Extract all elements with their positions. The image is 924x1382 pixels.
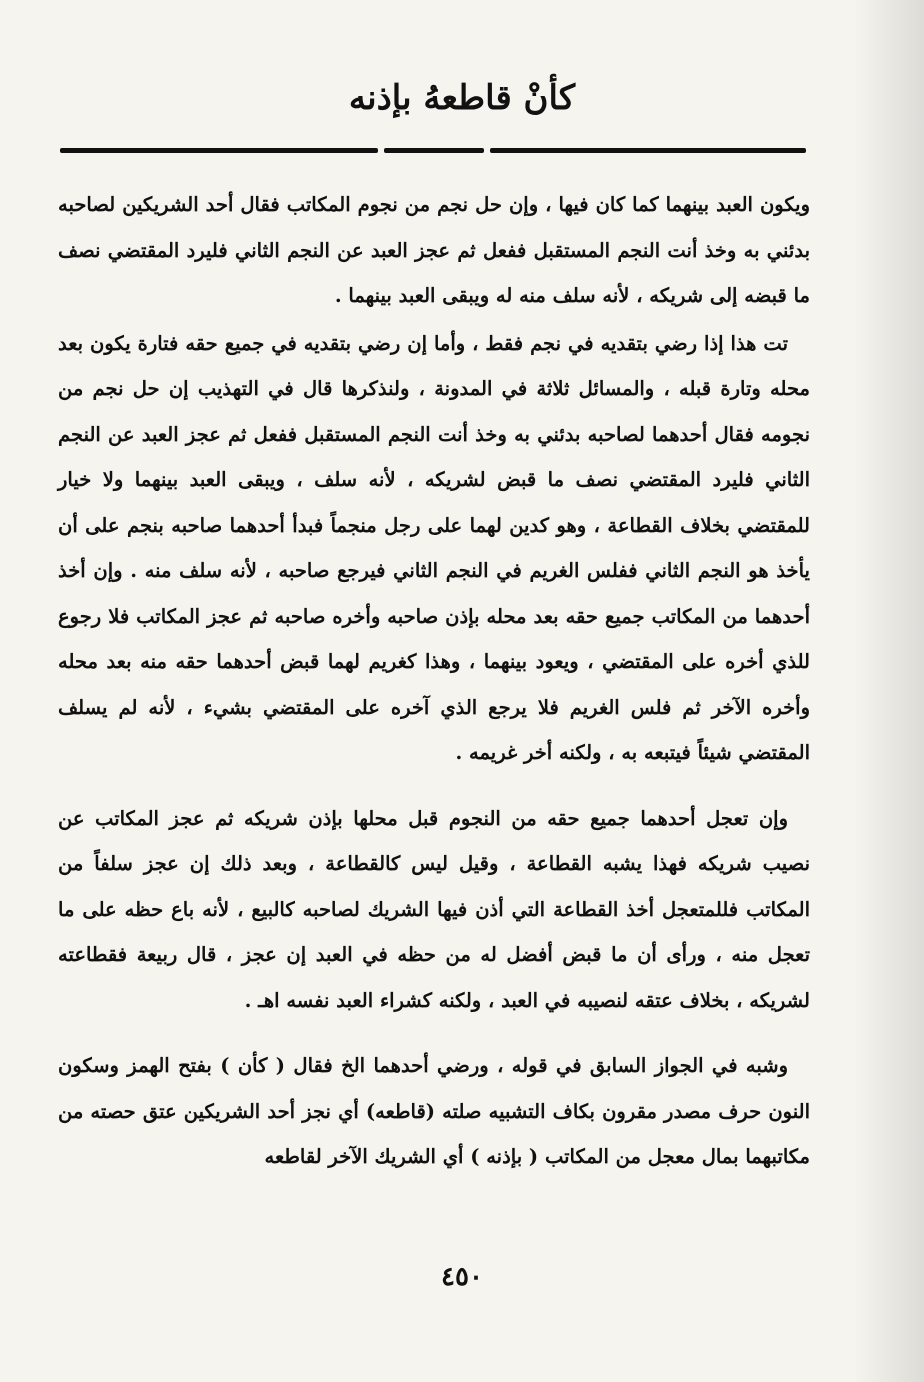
paragraph-1: ويكون العبد بينهما كما كان فيها ، وإن حل نجم من نجوم المكاتب فقال أحد الشريكين لصاحبه بدئني به وخذ أنت النجم المستقبل ففعل ثم عجز العبد عن النجم الثاني فليرد المقتضي نصف ما قبضه إلى شريكه ، لأنه سلف منه له ويبقى العبد بينهما .	[58, 193, 810, 307]
header-rule-right	[490, 148, 806, 153]
header-rule-left	[60, 148, 378, 153]
running-header-title: كأنْ قاطعهُ بإذنه	[348, 78, 576, 118]
body-text	[58, 182, 810, 1180]
paragraph-3: وإن تعجل أحدهما جميع حقه من النجوم قبل محلها بإذن شريكه ثم عجز المكاتب عن نصيب شريكه فهذا يشبه القطاعة ، وقيل ليس كالقطاعة ، وبعد ذلك إن عجز سلفاً من المكاتب فللمتعجل أخذ القطاعة التي أذن فيها الشريك لصاحبه كالبيع ، لأنه باع حظه على ما تعجل منه ، ورأى أن ما قبض أفضل له من حظه في العبد إن عجز ، قال ربيعة فقطاعته لشريكه ، بخلاف عتقه لنصيبه في العبد ، ولكنه كشراء العبد نفسه اهـ .	[58, 806, 811, 1012]
paragraph-2: تت هذا إذا رضي بتقديه في نجم فقط ، وأما إن رضي بتقديه في جميع حقه فتارة يكون بعد محله وتارة قبله ، والمسائل ثلاثة في المدونة ، ولنذكرها قال في التهذيب إن حل نجم من نجومه فقال أحدهما لصاحبه بدئني به وخذ أنت النجم المستقبل ففعل ثم عجز العبد عن النجم الثاني فليرد المقتضي نصف ما قبض لشريكه ، لأنه سلف ، ويبقى العبد بينهما ولا خيار للمقتضي بخلاف القطاعة ، وهو كدين لهما على رجل منجماً فبدأ أحدهما صاحبه بنجم على أن يأخذ هو النجم الثاني ففلس الغريم في النجم الثاني فيرجع صاحبه ، لأنه سلف منه . وإن أخذ أحدهما من المكاتب جميع حقه بعد محله بإذن صاحبه وأخره صاحبه ثم عجز المكاتب فلا رجوع للذي أخره على المقتضي ، ويعود بينهما ، وهذا كغريم لهما قبض أحدهما حقه منه بعد محله وأخره الآخر ثم فلس الغريم فلا يرجع الذي آخره على المقتضي بشيء ، لأنه لم يسلف المقتضي شيئاً فيتبعه به ، ولكنه أخر غريمه .	[58, 331, 810, 764]
page-edge-shadow	[854, 0, 924, 1382]
paragraph-4: وشبه في الجواز السابق في قوله ، ورضي أحدهما الخ فقال ( كأن ) بفتح الهمز وسكون النون حرف مصدر مقرون بكاف التشبيه صلته (قاطعه) أي نجز أحد الشريكين عتق حصته من مكاتبهما بمال معجل من المكاتب ( بإذنه ) أي الشريك الآخر لقاطعه	[58, 1054, 810, 1168]
page-number: ٤٥٠	[441, 1262, 483, 1292]
header-rule-middle	[384, 148, 484, 153]
